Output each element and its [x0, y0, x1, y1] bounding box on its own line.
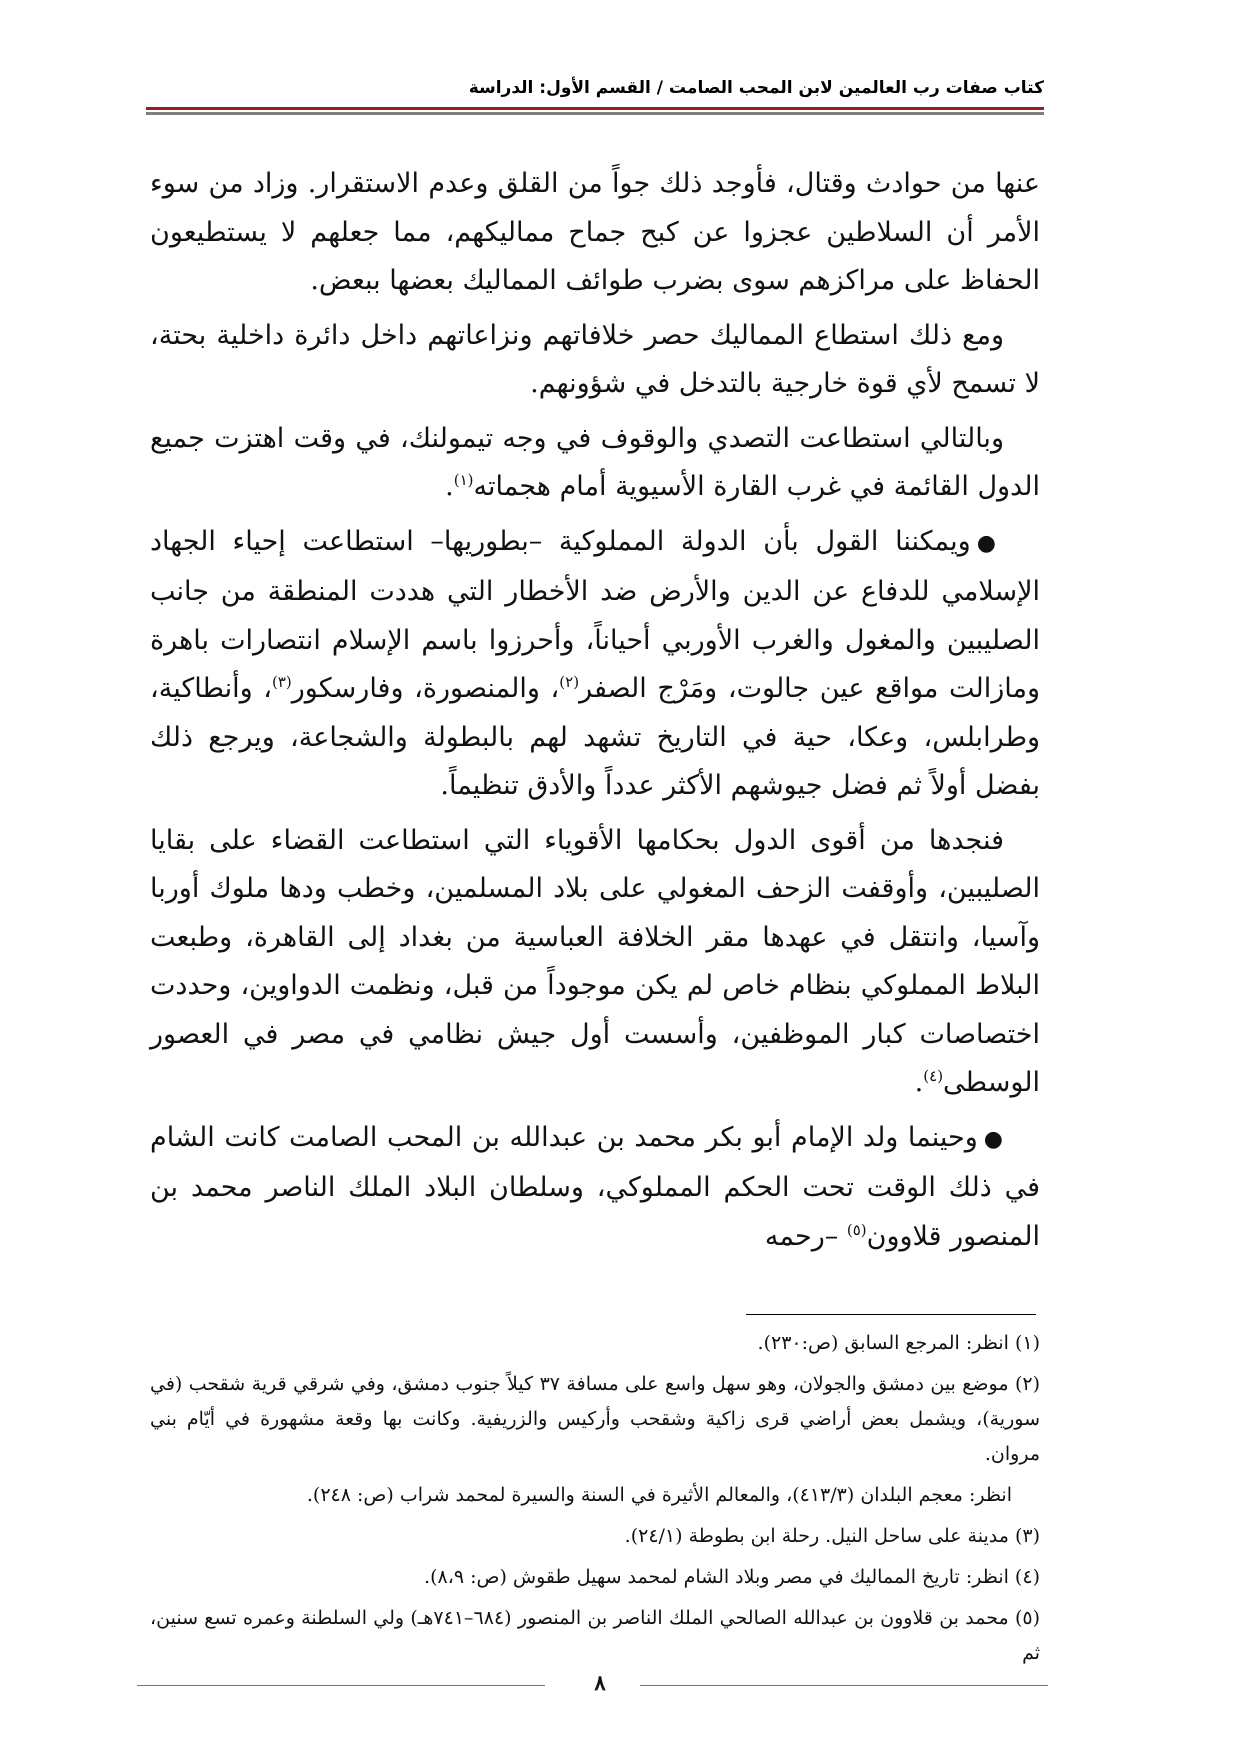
- main-text: [150, 160, 1040, 1267]
- footer-rule-left: [137, 1685, 545, 1686]
- footnote-separator: [746, 1314, 1036, 1315]
- page-number: ٨: [594, 1670, 606, 1695]
- paragraph-3: [150, 415, 1040, 512]
- footnote-2: (٢) موضع بين دمشق والجولان، وهو سهل واسع على مسافة ٣٧ كيلاً جنوب دمشق، وفي شرقي قرية شقحب (في سورية)، ويشمل بعض أراضي قرى زاكية وشقحب وأركيس والزريفية. وكانت بها وقعة مشهورة في أيّام بني مروان.: [150, 1373, 1041, 1465]
- footer-rule-right: [640, 1685, 1048, 1686]
- bullet-icon: ●: [976, 530, 1004, 556]
- paragraph-6-text-a: وحينما ولد الإمام أبو بكر محمد بن عبدالله بن المحب الصامت كانت الشام في ذلك الوقت تحت الحكم المملوكي، وسلطان البلاد الملك الناصر محمد بن المنصور قلاوون: [150, 1121, 1040, 1252]
- footnote-3: (٣) مدينة على ساحل النيل. رحلة ابن بطوطة (٢٤/١).: [624, 1525, 1040, 1547]
- footnote-ref-5[interactable]: (٥): [846, 1220, 867, 1239]
- footnote-4: (٤) انظر: تاريخ المماليك في مصر وبلاد الشام لمحمد سهيل طقوش (ص: ٨،٩).: [424, 1566, 1040, 1588]
- paragraph-4-text-b: ، والمنصورة، وفارسكور: [291, 673, 560, 704]
- footnote-ref-3[interactable]: (٣): [271, 673, 292, 691]
- paragraph-4-text-a: ويمكننا القول بأن الدولة المملوكية –بطوريها– استطاعت إحياء الجهاد الإسلامي للدفاع عن الدين والأرض ضد الأخطار التي هددت المنطقة من جانب الصليبين والمغول والغرب الأوربي أحياناً، وأحرزوا باسم الإسلام انتصارات باهرة ومازالت مواقع عين جالوت، ومَرْج الصفر: [150, 525, 1041, 704]
- paragraph-4: [150, 518, 1040, 811]
- footnotes: [150, 1326, 1040, 1677]
- paragraph-3-end: .: [445, 471, 454, 502]
- paragraph-6: [150, 1114, 1040, 1262]
- paragraph-6-text-b: –رحمه: [764, 1220, 847, 1252]
- paragraph-4-text-c: ، وأنطاكية، وطرابلس، وعكا، حية في التاريخ تشهد لهم بالبطولة والشجاعة، ويرجع ذلك بفضل أولاً ثم فضل جيوشهم الأكثر عدداً والأدق تنظيماً.: [150, 673, 1040, 801]
- footnote-1: (١) انظر: المرجع السابق (ص:٢٣٠).: [757, 1332, 1040, 1354]
- footnote-ref-1[interactable]: (١): [453, 471, 474, 489]
- paragraph-2: ومع ذلك استطاع المماليك حصر خلافاتهم ونزاعاتهم داخل دائرة داخلية بحتة، لا تسمح لأي قوة خارجية بالتدخل في شؤونهم.: [150, 319, 1040, 399]
- paragraph-5-end: .: [914, 1067, 924, 1098]
- footnote-2-continued: انظر: معجم البلدان (٤١٣/٣)، والمعالم الأثيرة في السنة والسيرة لمحمد شراب (ص: ٢٤٨).: [306, 1484, 1012, 1506]
- running-header: كتاب صفات رب العالمين لابن المحب الصامت / القسم الأول: الدراسة: [468, 78, 1044, 98]
- paragraph-5-text: فنجدها من أقوى الدول بحكامها الأقوياء التي استطاعت القضاء على بقايا الصليبين، وأوقفت الزحف المغولي على بلاد المسلمين، وخطب ودها ملوك أوربا وآسيا، وانتقل في عهدها مقر الخلافة العباسية من بغداد إلى القاهرة، وطبعت البلاط المملوكي بنظام خاص لم يكن موجوداً من قبل، ونظمت الدواوين، وحددت اختصاصات كبار الموظفين، وأسست أول جيش نظامي في مصر في العصور الوسطى: [150, 824, 1040, 1098]
- footnote-ref-4[interactable]: (٤): [923, 1067, 944, 1085]
- footnote-5: (٥) محمد بن قلاوون بن عبدالله الصالحي الملك الناصر بن المنصور (٦٨٤–٧٤١هـ) ولي السلطنة وعمره تسع سنين، ثم: [150, 1607, 1041, 1664]
- paragraph-5: [150, 817, 1040, 1108]
- paragraph-1: عنها من حوادث وقتال، فأوجد ذلك جواً من القلق وعدم الاستقرار. وزاد من سوء الأمر أن السلاطين عجزوا عن كبح جماح مماليكهم، مما جعلهم لا يستطيعون الحفاظ على مراكزهم سوى بضرب طوائف المماليك بعضها ببعض.: [150, 168, 1040, 296]
- paragraph-3-text: وبالتالي استطاعت التصدي والوقوف في وجه تيمولنك، في وقت اهتزت جميع الدول القائمة في غرب القارة الأسيوية أمام هجماته: [150, 422, 1040, 502]
- header-rule-red: [146, 107, 1044, 110]
- bullet-icon: ●: [983, 1126, 1004, 1152]
- footnote-ref-2[interactable]: (٢): [559, 673, 580, 691]
- header-rule-gray: [146, 112, 1044, 115]
